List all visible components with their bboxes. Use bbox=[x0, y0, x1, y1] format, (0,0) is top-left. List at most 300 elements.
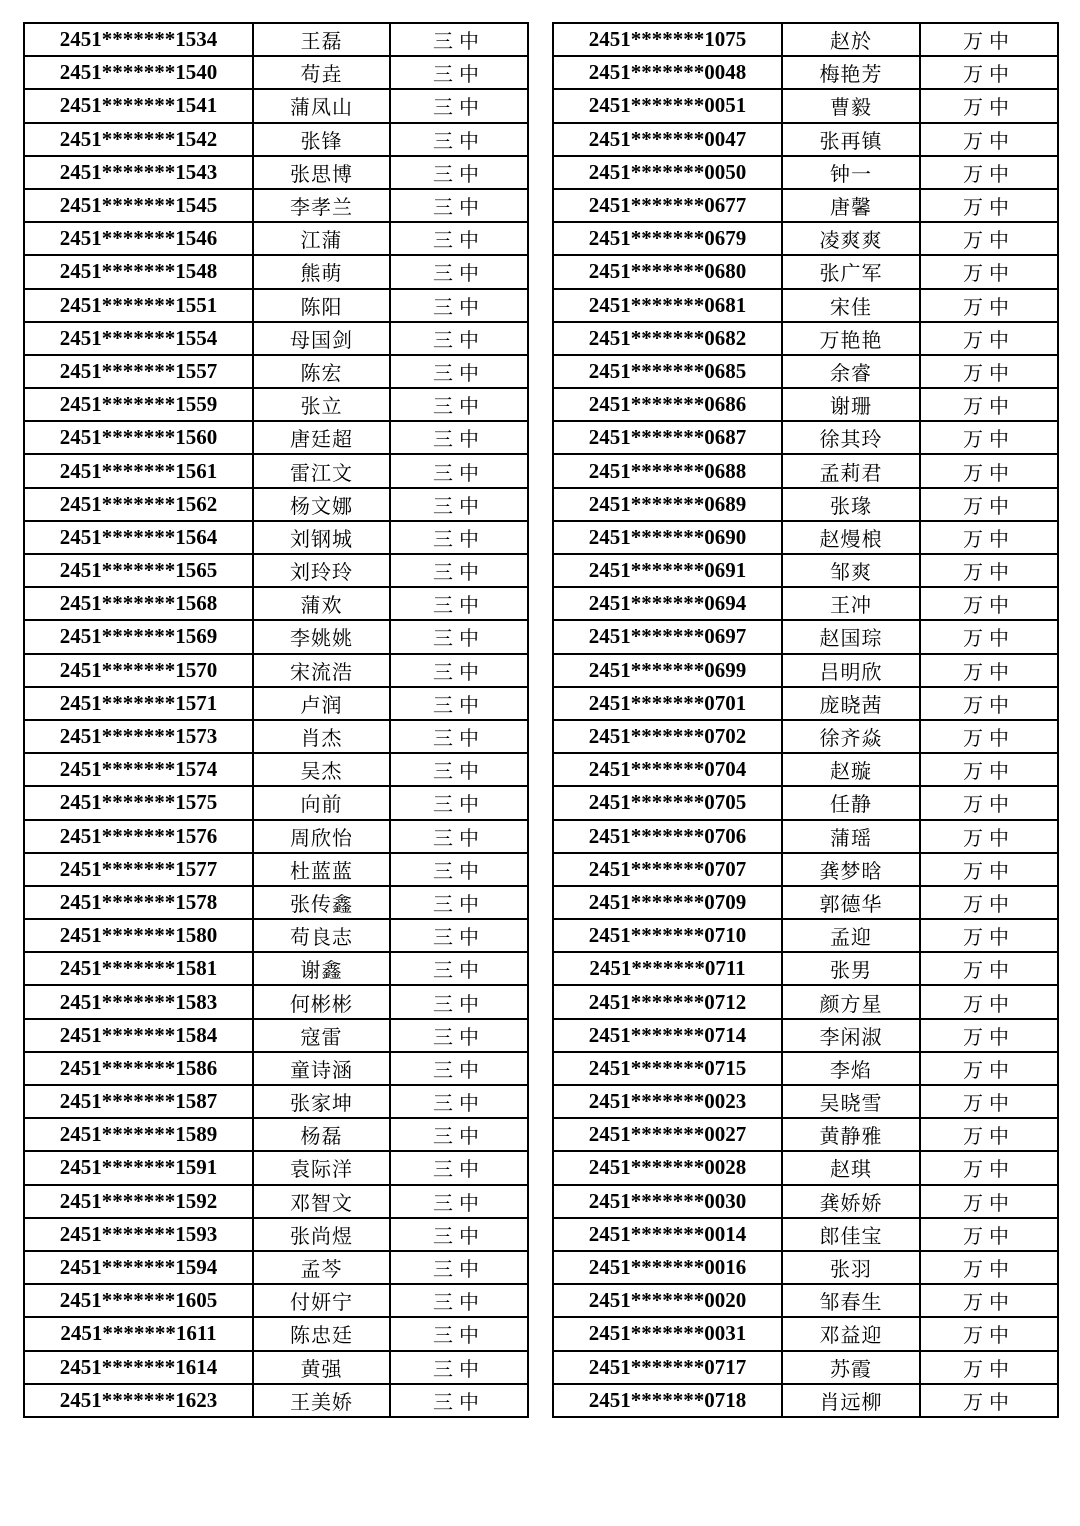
table-row bbox=[553, 554, 1058, 587]
student-name-cell: 龚娇娇 bbox=[782, 1185, 920, 1218]
table-row bbox=[553, 1384, 1058, 1417]
school-cell: 三中 bbox=[390, 289, 528, 322]
student-name-cell: 肖远柳 bbox=[782, 1384, 920, 1417]
student-id-cell: 2451*******1551 bbox=[24, 289, 253, 322]
student-id-cell: 2451*******0706 bbox=[553, 820, 782, 853]
school-cell: 万中 bbox=[920, 156, 1058, 189]
student-id-cell: 2451*******0686 bbox=[553, 388, 782, 421]
table-row bbox=[553, 322, 1058, 355]
table-row bbox=[24, 620, 528, 653]
student-name-cell: 付妍宁 bbox=[253, 1284, 390, 1317]
student-id-cell: 2451*******0051 bbox=[553, 89, 782, 122]
school-cell: 万中 bbox=[920, 189, 1058, 222]
school-cell: 三中 bbox=[390, 654, 528, 687]
table-row bbox=[24, 388, 528, 421]
table-row bbox=[24, 1019, 528, 1052]
table-row bbox=[24, 1284, 528, 1317]
table-row bbox=[24, 753, 528, 786]
table-row bbox=[24, 454, 528, 487]
student-name-cell: 陈宏 bbox=[253, 355, 390, 388]
student-id-cell: 2451*******1584 bbox=[24, 1019, 253, 1052]
student-id-cell: 2451*******0023 bbox=[553, 1085, 782, 1118]
student-name-cell: 蒲凤山 bbox=[253, 89, 390, 122]
student-id-cell: 2451*******0677 bbox=[553, 189, 782, 222]
student-name-cell: 余睿 bbox=[782, 355, 920, 388]
student-name-cell: 王磊 bbox=[253, 23, 390, 56]
school-cell: 万中 bbox=[920, 222, 1058, 255]
student-name-cell: 刘玲玲 bbox=[253, 554, 390, 587]
student-name-cell: 曹毅 bbox=[782, 89, 920, 122]
student-name-cell: 张传鑫 bbox=[253, 886, 390, 919]
table-row bbox=[24, 1118, 528, 1151]
table-row bbox=[24, 189, 528, 222]
school-cell: 万中 bbox=[920, 289, 1058, 322]
school-cell: 万中 bbox=[920, 421, 1058, 454]
student-id-cell: 2451*******0030 bbox=[553, 1185, 782, 1218]
school-cell: 万中 bbox=[920, 1351, 1058, 1384]
school-cell: 万中 bbox=[920, 1317, 1058, 1350]
student-id-cell: 2451*******0690 bbox=[553, 521, 782, 554]
table-row bbox=[553, 786, 1058, 819]
student-id-cell: 2451*******1541 bbox=[24, 89, 253, 122]
student-name-cell: 赵於 bbox=[782, 23, 920, 56]
student-name-cell: 张再镇 bbox=[782, 123, 920, 156]
student-id-cell: 2451*******1591 bbox=[24, 1151, 253, 1184]
student-id-cell: 2451*******1546 bbox=[24, 222, 253, 255]
student-name-cell: 王美娇 bbox=[253, 1384, 390, 1417]
student-name-cell: 张尚煜 bbox=[253, 1218, 390, 1251]
table-row bbox=[24, 1151, 528, 1184]
student-id-cell: 2451*******1564 bbox=[24, 521, 253, 554]
student-id-cell: 2451*******0710 bbox=[553, 919, 782, 952]
roster-body-left bbox=[24, 23, 528, 1417]
school-cell: 万中 bbox=[920, 654, 1058, 687]
school-cell: 万中 bbox=[920, 1085, 1058, 1118]
table-row bbox=[24, 1317, 528, 1350]
student-id-cell: 2451*******1565 bbox=[24, 554, 253, 587]
school-cell: 三中 bbox=[390, 89, 528, 122]
school-cell: 三中 bbox=[390, 1251, 528, 1284]
school-cell: 万中 bbox=[920, 1185, 1058, 1218]
school-cell: 三中 bbox=[390, 1151, 528, 1184]
student-name-cell: 邓智文 bbox=[253, 1185, 390, 1218]
table-row bbox=[553, 255, 1058, 288]
table-row bbox=[24, 521, 528, 554]
student-name-cell: 宋流浩 bbox=[253, 654, 390, 687]
school-cell: 三中 bbox=[390, 1218, 528, 1251]
student-name-cell: 张家坤 bbox=[253, 1085, 390, 1118]
student-name-cell: 卢润 bbox=[253, 687, 390, 720]
school-cell: 三中 bbox=[390, 985, 528, 1018]
table-row bbox=[553, 1351, 1058, 1384]
school-cell: 三中 bbox=[390, 820, 528, 853]
student-id-cell: 2451*******1575 bbox=[24, 786, 253, 819]
student-id-cell: 2451*******0031 bbox=[553, 1317, 782, 1350]
table-row bbox=[553, 853, 1058, 886]
student-id-cell: 2451*******1592 bbox=[24, 1185, 253, 1218]
student-id-cell: 2451*******1589 bbox=[24, 1118, 253, 1151]
student-name-cell: 张羽 bbox=[782, 1251, 920, 1284]
roster-table-left bbox=[23, 22, 529, 1418]
student-name-cell: 邹爽 bbox=[782, 554, 920, 587]
school-cell: 三中 bbox=[390, 56, 528, 89]
student-id-cell: 2451*******0709 bbox=[553, 886, 782, 919]
student-name-cell: 徐其玲 bbox=[782, 421, 920, 454]
table-row bbox=[24, 355, 528, 388]
student-name-cell: 张思博 bbox=[253, 156, 390, 189]
student-id-cell: 2451*******1580 bbox=[24, 919, 253, 952]
school-cell: 三中 bbox=[390, 1019, 528, 1052]
student-name-cell: 张广军 bbox=[782, 255, 920, 288]
student-id-cell: 2451*******0050 bbox=[553, 156, 782, 189]
student-name-cell: 雷江文 bbox=[253, 454, 390, 487]
school-cell: 万中 bbox=[920, 1118, 1058, 1151]
student-name-cell: 钟一 bbox=[782, 156, 920, 189]
table-row bbox=[24, 1384, 528, 1417]
student-id-cell: 2451*******1540 bbox=[24, 56, 253, 89]
table-row bbox=[553, 753, 1058, 786]
student-id-cell: 2451*******1587 bbox=[24, 1085, 253, 1118]
table-row bbox=[553, 156, 1058, 189]
school-cell: 万中 bbox=[920, 786, 1058, 819]
student-id-cell: 2451*******0014 bbox=[553, 1218, 782, 1251]
table-row bbox=[553, 289, 1058, 322]
student-id-cell: 2451*******0689 bbox=[553, 488, 782, 521]
school-cell: 三中 bbox=[390, 886, 528, 919]
table-row bbox=[24, 156, 528, 189]
school-cell: 三中 bbox=[390, 853, 528, 886]
table-row bbox=[553, 1019, 1058, 1052]
student-id-cell: 2451*******0679 bbox=[553, 222, 782, 255]
student-id-cell: 2451*******0705 bbox=[553, 786, 782, 819]
table-row bbox=[553, 56, 1058, 89]
student-name-cell: 肖杰 bbox=[253, 720, 390, 753]
school-cell: 三中 bbox=[390, 421, 528, 454]
table-row bbox=[553, 886, 1058, 919]
student-name-cell: 周欣怡 bbox=[253, 820, 390, 853]
school-cell: 万中 bbox=[920, 23, 1058, 56]
table-row bbox=[553, 587, 1058, 620]
student-name-cell: 郎佳宝 bbox=[782, 1218, 920, 1251]
student-id-cell: 2451*******1623 bbox=[24, 1384, 253, 1417]
student-name-cell: 谢鑫 bbox=[253, 952, 390, 985]
school-cell: 万中 bbox=[920, 255, 1058, 288]
student-id-cell: 2451*******0028 bbox=[553, 1151, 782, 1184]
table-row bbox=[24, 720, 528, 753]
school-cell: 万中 bbox=[920, 720, 1058, 753]
student-name-cell: 杜蓝蓝 bbox=[253, 853, 390, 886]
table-row bbox=[553, 421, 1058, 454]
school-cell: 三中 bbox=[390, 753, 528, 786]
table-row bbox=[553, 1317, 1058, 1350]
student-name-cell: 熊萌 bbox=[253, 255, 390, 288]
student-name-cell: 陈阳 bbox=[253, 289, 390, 322]
roster-body-right bbox=[553, 23, 1058, 1417]
table-row bbox=[24, 255, 528, 288]
student-name-cell: 凌爽爽 bbox=[782, 222, 920, 255]
student-id-cell: 2451*******0681 bbox=[553, 289, 782, 322]
school-cell: 三中 bbox=[390, 1052, 528, 1085]
student-name-cell: 孟迎 bbox=[782, 919, 920, 952]
student-name-cell: 吕明欣 bbox=[782, 654, 920, 687]
student-id-cell: 2451*******0016 bbox=[553, 1251, 782, 1284]
roster-table-right bbox=[552, 22, 1059, 1418]
table-row bbox=[24, 886, 528, 919]
table-row bbox=[24, 820, 528, 853]
student-name-cell: 张锋 bbox=[253, 123, 390, 156]
school-cell: 万中 bbox=[920, 488, 1058, 521]
table-row bbox=[24, 56, 528, 89]
school-cell: 万中 bbox=[920, 919, 1058, 952]
table-row bbox=[553, 1284, 1058, 1317]
school-cell: 万中 bbox=[920, 620, 1058, 653]
school-cell: 三中 bbox=[390, 1284, 528, 1317]
student-id-cell: 2451*******0691 bbox=[553, 554, 782, 587]
student-name-cell: 寇雷 bbox=[253, 1019, 390, 1052]
school-cell: 万中 bbox=[920, 820, 1058, 853]
student-name-cell: 唐馨 bbox=[782, 189, 920, 222]
student-name-cell: 李焰 bbox=[782, 1052, 920, 1085]
school-cell: 三中 bbox=[390, 1384, 528, 1417]
student-id-cell: 2451*******0704 bbox=[553, 753, 782, 786]
student-name-cell: 杨磊 bbox=[253, 1118, 390, 1151]
student-id-cell: 2451*******1578 bbox=[24, 886, 253, 919]
school-cell: 三中 bbox=[390, 554, 528, 587]
student-name-cell: 刘钢城 bbox=[253, 521, 390, 554]
student-id-cell: 2451*******1543 bbox=[24, 156, 253, 189]
school-cell: 万中 bbox=[920, 853, 1058, 886]
school-cell: 万中 bbox=[920, 753, 1058, 786]
student-id-cell: 2451*******1576 bbox=[24, 820, 253, 853]
table-row bbox=[553, 820, 1058, 853]
student-name-cell: 唐廷超 bbox=[253, 421, 390, 454]
student-id-cell: 2451*******1593 bbox=[24, 1218, 253, 1251]
school-cell: 万中 bbox=[920, 1151, 1058, 1184]
school-cell: 三中 bbox=[390, 1185, 528, 1218]
school-cell: 三中 bbox=[390, 255, 528, 288]
student-id-cell: 2451*******1561 bbox=[24, 454, 253, 487]
table-row bbox=[24, 322, 528, 355]
student-id-cell: 2451*******0712 bbox=[553, 985, 782, 1018]
student-name-cell: 张立 bbox=[253, 388, 390, 421]
school-cell: 万中 bbox=[920, 1251, 1058, 1284]
table-row bbox=[24, 1351, 528, 1384]
student-id-cell: 2451*******1611 bbox=[24, 1317, 253, 1350]
student-id-cell: 2451*******0715 bbox=[553, 1052, 782, 1085]
table-row bbox=[24, 488, 528, 521]
student-id-cell: 2451*******1577 bbox=[24, 853, 253, 886]
student-name-cell: 孟芩 bbox=[253, 1251, 390, 1284]
table-row bbox=[24, 222, 528, 255]
student-name-cell: 黄静雅 bbox=[782, 1118, 920, 1151]
student-name-cell: 张瑑 bbox=[782, 488, 920, 521]
school-cell: 万中 bbox=[920, 952, 1058, 985]
table-row bbox=[24, 654, 528, 687]
school-cell: 三中 bbox=[390, 720, 528, 753]
school-cell: 三中 bbox=[390, 687, 528, 720]
student-id-cell: 2451*******1573 bbox=[24, 720, 253, 753]
table-row bbox=[553, 985, 1058, 1018]
table-row bbox=[24, 421, 528, 454]
school-cell: 三中 bbox=[390, 23, 528, 56]
table-row bbox=[553, 355, 1058, 388]
student-id-cell: 2451*******1554 bbox=[24, 322, 253, 355]
table-row bbox=[24, 554, 528, 587]
student-name-cell: 陈忠廷 bbox=[253, 1317, 390, 1350]
student-name-cell: 赵琪 bbox=[782, 1151, 920, 1184]
student-id-cell: 2451*******1562 bbox=[24, 488, 253, 521]
student-name-cell: 苟良志 bbox=[253, 919, 390, 952]
student-id-cell: 2451*******0687 bbox=[553, 421, 782, 454]
student-id-cell: 2451*******1548 bbox=[24, 255, 253, 288]
student-id-cell: 2451*******0680 bbox=[553, 255, 782, 288]
table-row bbox=[24, 289, 528, 322]
table-row bbox=[553, 687, 1058, 720]
table-row bbox=[24, 1251, 528, 1284]
table-row bbox=[553, 654, 1058, 687]
student-id-cell: 2451*******0048 bbox=[553, 56, 782, 89]
table-row bbox=[553, 123, 1058, 156]
school-cell: 三中 bbox=[390, 189, 528, 222]
student-id-cell: 2451*******0688 bbox=[553, 454, 782, 487]
table-row bbox=[553, 222, 1058, 255]
student-name-cell: 李孝兰 bbox=[253, 189, 390, 222]
student-id-cell: 2451*******0047 bbox=[553, 123, 782, 156]
student-name-cell: 杨文娜 bbox=[253, 488, 390, 521]
student-name-cell: 王冲 bbox=[782, 587, 920, 620]
school-cell: 三中 bbox=[390, 388, 528, 421]
student-name-cell: 徐齐焱 bbox=[782, 720, 920, 753]
student-name-cell: 邓益迎 bbox=[782, 1317, 920, 1350]
student-id-cell: 2451*******0699 bbox=[553, 654, 782, 687]
student-id-cell: 2451*******1581 bbox=[24, 952, 253, 985]
student-name-cell: 吴杰 bbox=[253, 753, 390, 786]
table-row bbox=[553, 189, 1058, 222]
table-row bbox=[553, 1251, 1058, 1284]
student-name-cell: 吴晓雪 bbox=[782, 1085, 920, 1118]
table-row bbox=[24, 587, 528, 620]
student-id-cell: 2451*******0707 bbox=[553, 853, 782, 886]
student-name-cell: 孟莉君 bbox=[782, 454, 920, 487]
table-row bbox=[24, 853, 528, 886]
table-row bbox=[24, 1218, 528, 1251]
student-id-cell: 2451*******1586 bbox=[24, 1052, 253, 1085]
student-name-cell: 梅艳芳 bbox=[782, 56, 920, 89]
school-cell: 万中 bbox=[920, 388, 1058, 421]
student-name-cell: 李姚姚 bbox=[253, 620, 390, 653]
school-cell: 三中 bbox=[390, 919, 528, 952]
school-cell: 万中 bbox=[920, 587, 1058, 620]
table-row bbox=[553, 454, 1058, 487]
student-id-cell: 2451*******0697 bbox=[553, 620, 782, 653]
student-id-cell: 2451*******1570 bbox=[24, 654, 253, 687]
student-name-cell: 赵国琮 bbox=[782, 620, 920, 653]
table-row bbox=[553, 1118, 1058, 1151]
school-cell: 三中 bbox=[390, 1085, 528, 1118]
table-row bbox=[553, 919, 1058, 952]
school-cell: 三中 bbox=[390, 786, 528, 819]
student-name-cell: 江蒲 bbox=[253, 222, 390, 255]
table-row bbox=[553, 952, 1058, 985]
student-name-cell: 黄强 bbox=[253, 1351, 390, 1384]
student-name-cell: 何彬彬 bbox=[253, 985, 390, 1018]
table-row bbox=[553, 89, 1058, 122]
student-id-cell: 2451*******1594 bbox=[24, 1251, 253, 1284]
student-name-cell: 赵璇 bbox=[782, 753, 920, 786]
student-name-cell: 庞晓茜 bbox=[782, 687, 920, 720]
table-row bbox=[553, 720, 1058, 753]
school-cell: 三中 bbox=[390, 488, 528, 521]
table-row bbox=[24, 919, 528, 952]
student-id-cell: 2451*******0714 bbox=[553, 1019, 782, 1052]
student-name-cell: 谢珊 bbox=[782, 388, 920, 421]
table-row bbox=[24, 1185, 528, 1218]
student-name-cell: 张男 bbox=[782, 952, 920, 985]
student-name-cell: 童诗涵 bbox=[253, 1052, 390, 1085]
school-cell: 万中 bbox=[920, 56, 1058, 89]
student-id-cell: 2451*******1571 bbox=[24, 687, 253, 720]
student-id-cell: 2451*******1569 bbox=[24, 620, 253, 653]
student-id-cell: 2451*******0682 bbox=[553, 322, 782, 355]
school-cell: 三中 bbox=[390, 952, 528, 985]
student-name-cell: 宋佳 bbox=[782, 289, 920, 322]
school-cell: 三中 bbox=[390, 1351, 528, 1384]
student-id-cell: 2451*******0027 bbox=[553, 1118, 782, 1151]
student-id-cell: 2451*******1560 bbox=[24, 421, 253, 454]
school-cell: 万中 bbox=[920, 322, 1058, 355]
school-cell: 万中 bbox=[920, 1019, 1058, 1052]
student-name-cell: 颜方星 bbox=[782, 985, 920, 1018]
school-cell: 三中 bbox=[390, 322, 528, 355]
table-row bbox=[553, 23, 1058, 56]
table-row bbox=[553, 388, 1058, 421]
table-row bbox=[553, 1085, 1058, 1118]
student-id-cell: 2451*******1605 bbox=[24, 1284, 253, 1317]
student-name-cell: 赵熳桹 bbox=[782, 521, 920, 554]
student-name-cell: 李闲淑 bbox=[782, 1019, 920, 1052]
student-name-cell: 向前 bbox=[253, 786, 390, 819]
student-name-cell: 蒲欢 bbox=[253, 587, 390, 620]
student-id-cell: 2451*******0711 bbox=[553, 952, 782, 985]
school-cell: 万中 bbox=[920, 355, 1058, 388]
school-cell: 万中 bbox=[920, 123, 1058, 156]
school-cell: 三中 bbox=[390, 222, 528, 255]
student-id-cell: 2451*******1534 bbox=[24, 23, 253, 56]
school-cell: 万中 bbox=[920, 1384, 1058, 1417]
student-name-cell: 任静 bbox=[782, 786, 920, 819]
school-cell: 万中 bbox=[920, 985, 1058, 1018]
student-id-cell: 2451*******0702 bbox=[553, 720, 782, 753]
school-cell: 万中 bbox=[920, 554, 1058, 587]
table-row bbox=[24, 123, 528, 156]
student-name-cell: 郭德华 bbox=[782, 886, 920, 919]
student-id-cell: 2451*******1574 bbox=[24, 753, 253, 786]
student-id-cell: 2451*******1075 bbox=[553, 23, 782, 56]
student-id-cell: 2451*******1614 bbox=[24, 1351, 253, 1384]
student-name-cell: 母国剑 bbox=[253, 322, 390, 355]
table-row bbox=[553, 488, 1058, 521]
student-id-cell: 2451*******0718 bbox=[553, 1384, 782, 1417]
student-id-cell: 2451*******1583 bbox=[24, 985, 253, 1018]
table-row bbox=[553, 1052, 1058, 1085]
school-cell: 万中 bbox=[920, 89, 1058, 122]
student-id-cell: 2451*******1545 bbox=[24, 189, 253, 222]
student-id-cell: 2451*******0020 bbox=[553, 1284, 782, 1317]
student-id-cell: 2451*******1559 bbox=[24, 388, 253, 421]
school-cell: 三中 bbox=[390, 587, 528, 620]
student-name-cell: 苟垚 bbox=[253, 56, 390, 89]
student-id-cell: 2451*******0701 bbox=[553, 687, 782, 720]
